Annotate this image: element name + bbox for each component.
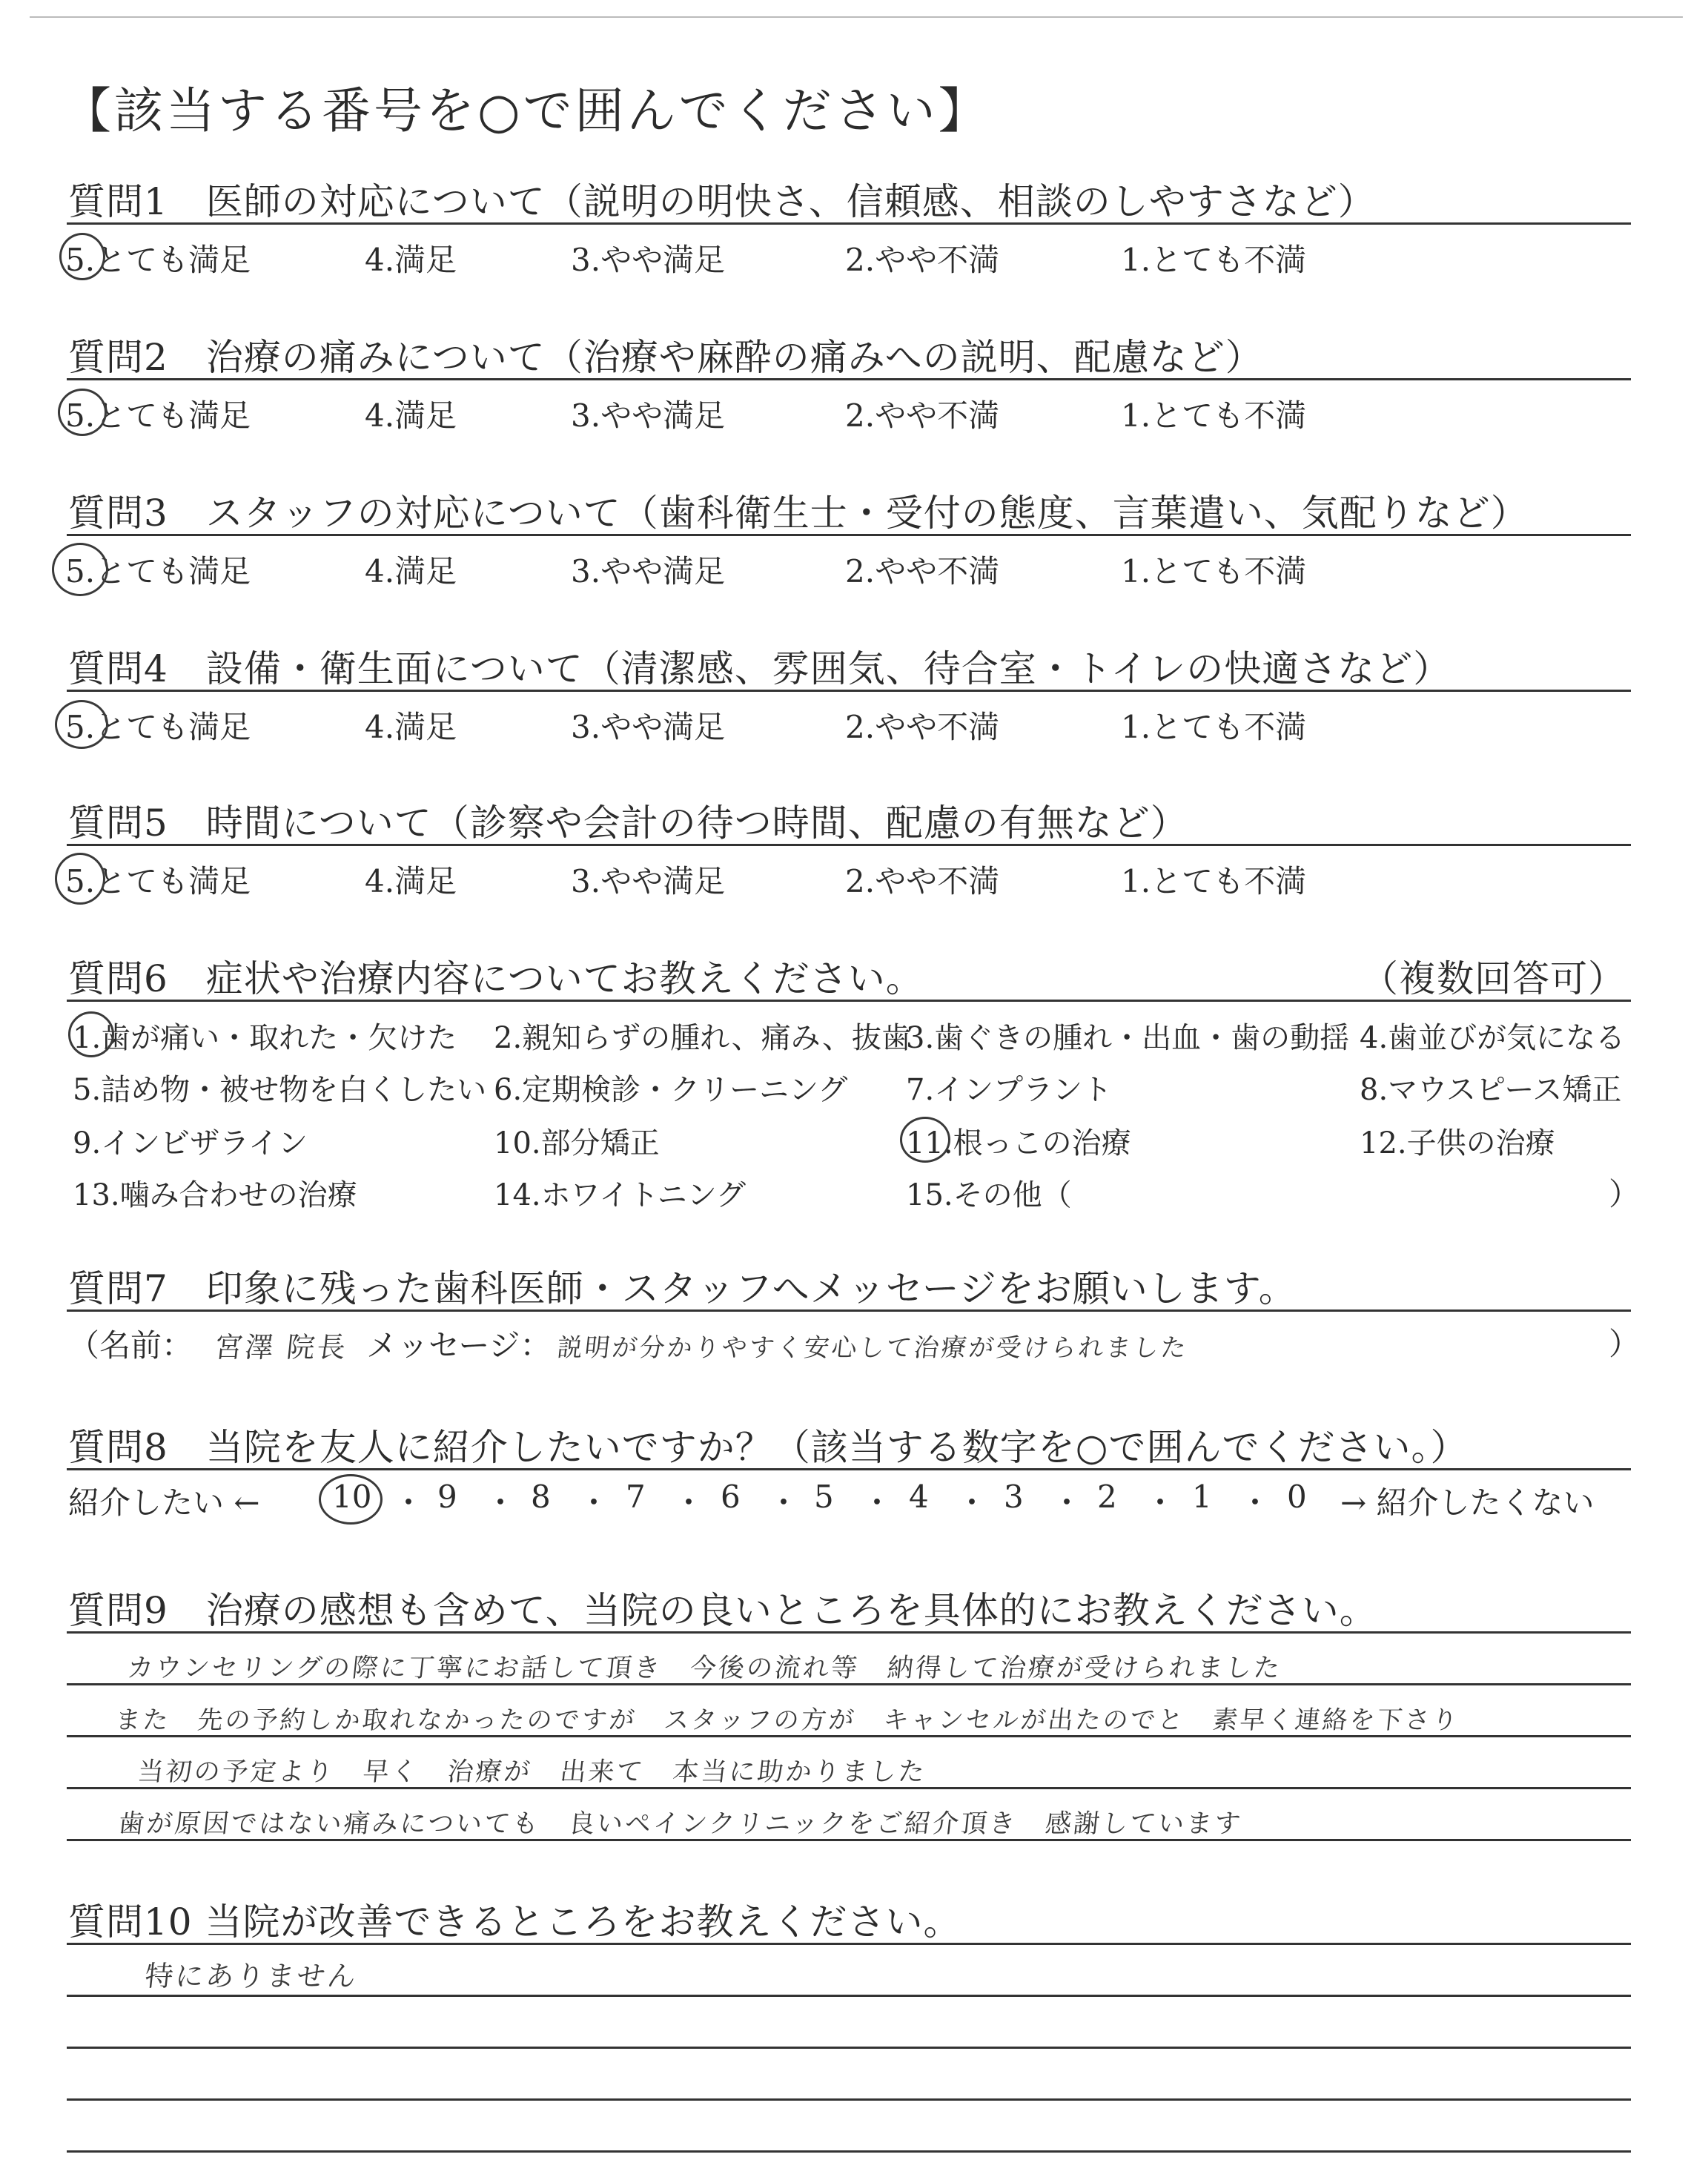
option-4[interactable]: 4.満足 bbox=[365, 397, 457, 434]
scale-9[interactable]: 9 bbox=[437, 1479, 457, 1515]
scale-left-label: 紹介したい ← bbox=[68, 1484, 260, 1521]
question-4-rule bbox=[67, 690, 1631, 692]
answer-rule bbox=[67, 1735, 1631, 1737]
question-9-label: 質問9 治療の感想も含めて、当院の良いところを具体的にお教えください。 bbox=[68, 1589, 1377, 1632]
q6-other-close: ） bbox=[1609, 1176, 1641, 1212]
question-6-label: 質問6 症状や治療内容についてお教えください。 bbox=[68, 957, 924, 1000]
q6-option-7[interactable]: 7.インプラント bbox=[906, 1073, 1113, 1107]
option-2[interactable]: 2.やや不満 bbox=[845, 397, 1000, 434]
question-7-label: 質問7 印象に残った歯科医師・スタッフへメッセージをお願いします。 bbox=[68, 1267, 1297, 1310]
answer-rule bbox=[67, 1683, 1631, 1685]
option-1[interactable]: 1.とても不満 bbox=[1121, 863, 1307, 899]
answer-rule bbox=[67, 1839, 1631, 1841]
question-2-label: 質問2 治療の痛みについて（治療や麻酔の痛みへの説明、配慮など） bbox=[68, 336, 1263, 379]
selection-circle bbox=[319, 1474, 383, 1525]
scale-dot: ・ bbox=[393, 1484, 425, 1521]
question-2-rule bbox=[67, 378, 1631, 380]
answer-rule bbox=[67, 2150, 1631, 2153]
option-4[interactable]: 4.満足 bbox=[365, 242, 457, 278]
option-4[interactable]: 4.満足 bbox=[365, 553, 457, 589]
scale-dot: ・ bbox=[485, 1484, 517, 1521]
question-5-rule bbox=[67, 844, 1631, 846]
scale-6[interactable]: 6 bbox=[721, 1479, 741, 1515]
scale-5[interactable]: 5 bbox=[814, 1479, 834, 1515]
scan-edge-line bbox=[30, 16, 1683, 18]
selection-circle bbox=[55, 853, 105, 905]
scale-8[interactable]: 8 bbox=[531, 1479, 551, 1515]
scale-dot: ・ bbox=[956, 1484, 988, 1521]
answer-rule bbox=[67, 1787, 1631, 1789]
option-2[interactable]: 2.やや不満 bbox=[845, 709, 1000, 745]
scale-dot: ・ bbox=[1051, 1484, 1083, 1521]
selection-circle bbox=[55, 700, 108, 749]
selection-circle bbox=[58, 389, 107, 436]
selection-circle bbox=[68, 1011, 114, 1057]
scale-dot: ・ bbox=[1239, 1484, 1271, 1521]
question-7-rule bbox=[67, 1309, 1631, 1312]
question-8-rule bbox=[67, 1468, 1631, 1470]
q6-option-9[interactable]: 9.インビザライン bbox=[73, 1126, 308, 1160]
scale-7[interactable]: 7 bbox=[626, 1479, 646, 1515]
question-4-label: 質問4 設備・衛生面について（清潔感、雰囲気、待合室・トイレの快適さなど） bbox=[68, 647, 1452, 690]
selection-circle bbox=[900, 1117, 950, 1163]
q6-option-13[interactable]: 13.噛み合わせの治療 bbox=[73, 1178, 357, 1212]
answer-line[interactable]: 歯が原因ではない痛みについても 良いペインクリニックをご紹介頂き 感謝しています bbox=[116, 1809, 1245, 1839]
q6-option-10[interactable]: 10.部分矯正 bbox=[494, 1126, 660, 1160]
message-label: メッセージ： bbox=[366, 1327, 552, 1364]
question-1-rule bbox=[67, 222, 1631, 225]
option-3[interactable]: 3.やや満足 bbox=[571, 709, 726, 745]
q6-option-8[interactable]: 8.マウスピース矯正 bbox=[1360, 1073, 1622, 1107]
q6-option-15[interactable]: 15.その他（ bbox=[906, 1178, 1072, 1212]
question-5-label: 質問5 時間について（診察や会計の待つ時間、配慮の有無など） bbox=[68, 802, 1188, 845]
answer-line[interactable]: また 先の予約しか取れなかったのですが スタッフの方が キャンセルが出たのでと 素早く連絡を下さり bbox=[113, 1705, 1461, 1735]
option-2[interactable]: 2.やや不満 bbox=[845, 242, 1000, 278]
q6-option-5[interactable]: 5.詰め物・被せ物を白くしたい bbox=[73, 1073, 487, 1107]
selection-circle bbox=[59, 233, 105, 280]
option-4[interactable]: 4.満足 bbox=[365, 709, 457, 745]
scale-3[interactable]: 3 bbox=[1004, 1479, 1024, 1515]
option-3[interactable]: 3.やや満足 bbox=[571, 397, 726, 434]
message-close: ） bbox=[1609, 1326, 1641, 1362]
scale-1[interactable]: 1 bbox=[1192, 1479, 1212, 1515]
option-5[interactable]: 5.とても満足 bbox=[65, 397, 251, 434]
option-4[interactable]: 4.満足 bbox=[365, 863, 457, 899]
answer-rule bbox=[67, 1631, 1631, 1634]
answer-rule bbox=[67, 2098, 1631, 2101]
answer-rule bbox=[67, 1995, 1631, 1997]
option-1[interactable]: 1.とても不満 bbox=[1121, 709, 1307, 745]
answer-line[interactable]: 当初の予定より 早く 治療が 出来て 本当に助かりました bbox=[136, 1757, 928, 1787]
answer-rule bbox=[67, 1943, 1631, 1945]
scale-dot: ・ bbox=[861, 1484, 893, 1521]
option-3[interactable]: 3.やや満足 bbox=[571, 553, 726, 589]
scale-dot: ・ bbox=[578, 1484, 610, 1521]
scale-dot: ・ bbox=[673, 1484, 705, 1521]
question-8-label: 質問8 当院を友人に紹介したいですか？（該当する数字を○で囲んでください。） bbox=[68, 1426, 1469, 1469]
option-1[interactable]: 1.とても不満 bbox=[1121, 242, 1307, 278]
question-6-note: （複数回答可） bbox=[1361, 957, 1626, 1000]
option-2[interactable]: 2.やや不満 bbox=[845, 553, 1000, 589]
q6-option-6[interactable]: 6.定期検診・クリーニング bbox=[494, 1073, 848, 1107]
q6-option-2[interactable]: 2.親知らずの腫れ、痛み、抜歯 bbox=[494, 1021, 911, 1055]
option-5[interactable]: 5.とても満足 bbox=[65, 709, 251, 745]
q6-option-14[interactable]: 14.ホワイトニング bbox=[494, 1178, 747, 1212]
scale-2[interactable]: 2 bbox=[1097, 1479, 1117, 1515]
selection-circle bbox=[52, 543, 108, 596]
scale-0[interactable]: 0 bbox=[1287, 1479, 1307, 1515]
scale-10[interactable]: 10 bbox=[332, 1479, 372, 1515]
scale-dot: ・ bbox=[768, 1484, 800, 1521]
option-3[interactable]: 3.やや満足 bbox=[571, 863, 726, 899]
answer-rule bbox=[67, 2047, 1631, 2049]
scale-right-label: → 紹介したくない bbox=[1340, 1484, 1595, 1521]
question-1-label: 質問1 医師の対応について（説明の明快さ、信頼感、相談のしやすさなど） bbox=[68, 180, 1376, 223]
scale-4[interactable]: 4 bbox=[909, 1479, 929, 1515]
name-input[interactable]: 宮澤 院長 bbox=[213, 1331, 350, 1364]
option-5[interactable]: 5.とても満足 bbox=[65, 863, 251, 899]
q6-option-1[interactable]: 1.歯が痛い・取れた・欠けた bbox=[73, 1021, 457, 1055]
q6-option-11[interactable]: 11.根っこの治療 bbox=[906, 1126, 1131, 1160]
answer-line[interactable]: カウンセリングの際に丁寧にお話して頂き 今後の流れ等 納得して治療が受けられました bbox=[125, 1654, 1284, 1683]
instruction-header: 【該当する番号を○で囲んでください】 bbox=[62, 82, 990, 139]
question-3-label: 質問3 スタッフの対応について（歯科衛生士・受付の態度、言葉遣い、気配りなど） bbox=[68, 492, 1529, 535]
name-label: （名前： bbox=[68, 1327, 193, 1364]
message-input[interactable]: 説明が分かりやすく安心して治療が受けられました bbox=[555, 1333, 1190, 1363]
answer-line[interactable]: 特にありません bbox=[143, 1960, 360, 1992]
option-3[interactable]: 3.やや満足 bbox=[571, 242, 726, 278]
option-5[interactable]: 5.とても満足 bbox=[65, 553, 251, 589]
question-10-label: 質問10 当院が改善できるところをお教えください。 bbox=[68, 1900, 961, 1943]
q6-option-12[interactable]: 12.子供の治療 bbox=[1360, 1126, 1555, 1160]
q6-option-4[interactable]: 4.歯並びが気になる bbox=[1360, 1021, 1626, 1055]
scale-dot: ・ bbox=[1145, 1484, 1176, 1521]
option-1[interactable]: 1.とても不満 bbox=[1121, 397, 1307, 434]
option-2[interactable]: 2.やや不満 bbox=[845, 863, 1000, 899]
option-1[interactable]: 1.とても不満 bbox=[1121, 553, 1307, 589]
q6-option-3[interactable]: 3.歯ぐきの腫れ・出血・歯の動揺 bbox=[906, 1021, 1350, 1055]
question-3-rule bbox=[67, 534, 1631, 536]
option-5[interactable]: 5.とても満足 bbox=[65, 242, 251, 278]
question-6-rule bbox=[67, 1000, 1631, 1002]
